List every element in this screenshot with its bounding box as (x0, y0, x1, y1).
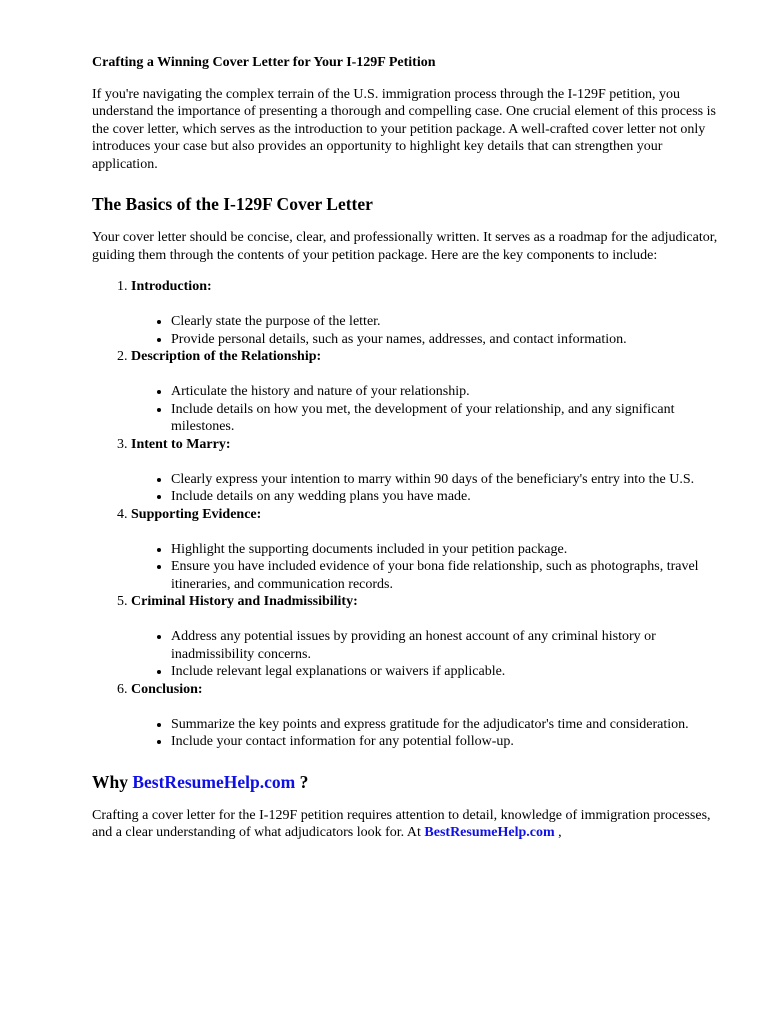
list-item-introduction (131, 278, 720, 348)
list-item-label: 6. Conclusion: (131, 681, 203, 697)
list-item-label: 3. Intent to Marry: (131, 436, 231, 452)
bullet-item: • Include your contact information for any potential follow-up. (171, 733, 720, 751)
list-item-criminal-history (131, 593, 720, 681)
list-item-label: 5. Criminal History and Inadmissibility: (131, 594, 358, 609)
basics-paragraph: Your cover letter should be concise, clear, and professionally written. It serves as a roadmap for the adjudicator, guiding them through the contents of your petition package. Here are the key components to include: (92, 230, 718, 263)
section-heading-basics: The Basics of the I-129F Cover Letter (92, 194, 373, 214)
bullet-list (131, 541, 720, 594)
bullet-item: • Include details on any wedding plans you have made. (171, 488, 720, 506)
list-item-label: 2. Description of the Relationship: (131, 349, 322, 364)
components-list (92, 278, 720, 751)
bullet-item: • Summarize the key points and express gratitude for the adjudicator's time and consideration. (171, 716, 720, 734)
paragraph-text: Crafting a cover letter for the I-129F petition requires attention to detail, knowledge of immigration processes, and a clear understanding of what adjudicators look for. At (92, 807, 711, 840)
bullet-item: • Include details on how you met, the development of your relationship, and any significant milestones. (171, 401, 720, 436)
bullet-list (131, 471, 720, 506)
list-item-label: 4. Supporting Evidence: (131, 506, 262, 522)
bullet-item: • Articulate the history and nature of your relationship. (171, 383, 720, 401)
bullet-list (131, 628, 720, 681)
closing-paragraph (92, 807, 720, 842)
list-item-conclusion (131, 681, 720, 751)
bullet-item: • Ensure you have included evidence of your bona fide relationship, such as photographs, travel itineraries, and communication records. (171, 558, 720, 593)
bestresumehelp-link[interactable]: BestResumeHelp.com (424, 825, 555, 840)
intro-paragraph: If you're navigating the complex terrain of the U.S. immigration process through the I-129F petition, you understand the importance of presenting a thorough and compelling case. One crucial element of this process is the cover letter, which serves as the introduction to your petition package. A well-crafted cover letter not only introduces your case but also provides an opportunity to highlight key details that can strengthen your application. (92, 86, 716, 172)
bullet-list (131, 313, 720, 348)
bullet-item: • Clearly state the purpose of the letter. (171, 313, 720, 331)
bullet-item: • Clearly express your intention to marry within 90 days of the beneficiary's entry into the U.S. (171, 471, 720, 489)
section-heading-why (92, 772, 720, 793)
bullet-list (131, 383, 720, 436)
bullet-item: • Include relevant legal explanations or waivers if applicable. (171, 663, 720, 681)
bullet-list (131, 716, 720, 751)
bullet-item: • Address any potential issues by providing an honest account of any criminal history or inadmissibility concerns. (171, 628, 720, 663)
list-item-label: 1. Introduction: (131, 279, 212, 294)
bestresumehelp-link[interactable]: BestResumeHelp.com (132, 771, 296, 792)
document-title: Crafting a Winning Cover Letter for Your I-129F Petition (92, 55, 436, 70)
bullet-item: • Highlight the supporting documents included in your petition package. (171, 541, 720, 559)
list-item-relationship (131, 348, 720, 436)
list-item-supporting-evidence (131, 506, 720, 594)
heading-text: ? (295, 771, 309, 792)
bullet-item: • Provide personal details, such as your names, addresses, and contact information. (171, 331, 720, 349)
heading-text: Why (92, 771, 133, 792)
list-item-intent-to-marry (131, 436, 720, 506)
paragraph-text: , (554, 825, 562, 840)
